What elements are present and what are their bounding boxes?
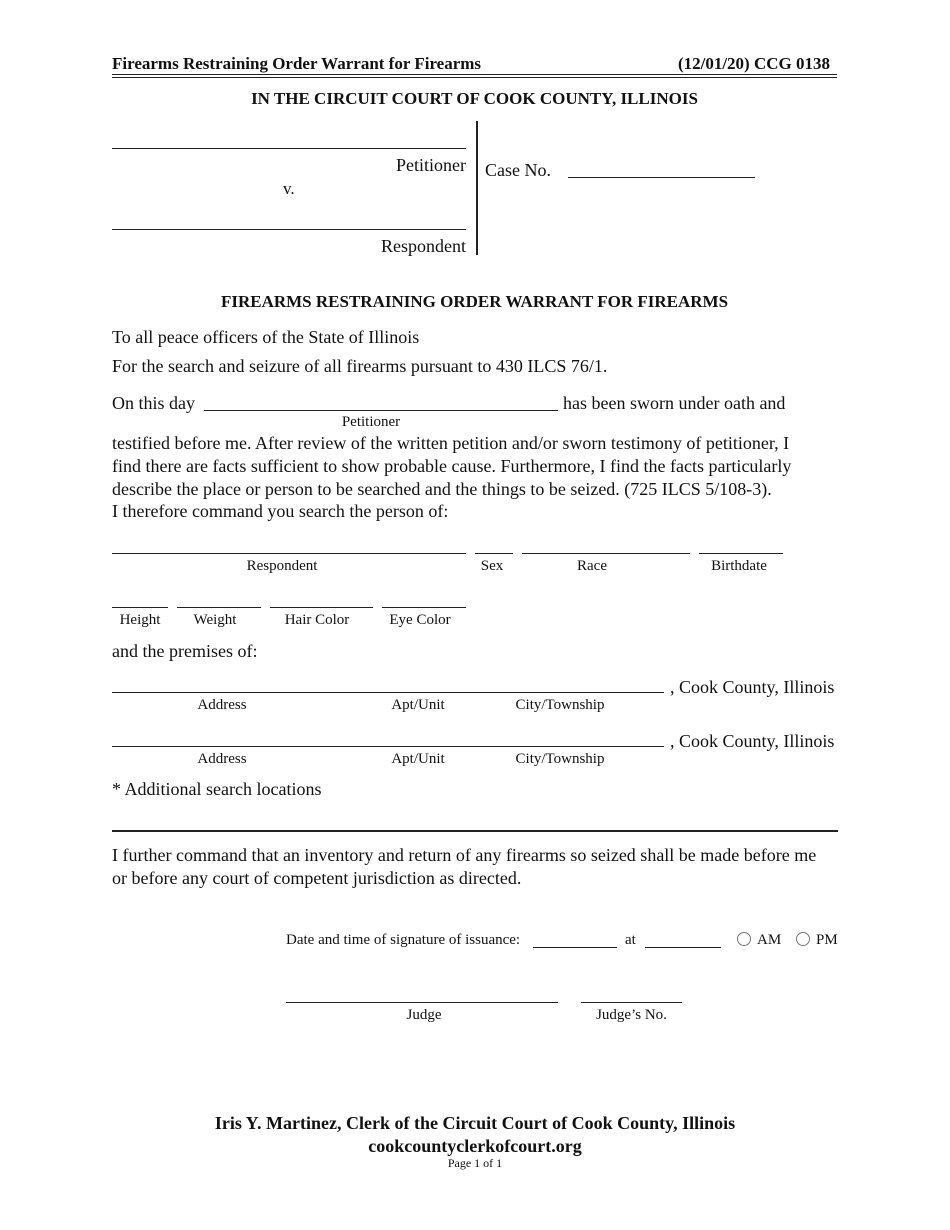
testimony-para-1: testified before me. After review of the written petition and/or sworn testimony of petitioner, I xyxy=(112,433,790,453)
eye-color-field-label: Eye Color xyxy=(389,612,451,628)
race-field-label: Race xyxy=(577,558,607,574)
clerk-name: Iris Y. Martinez, Clerk of the Circuit Court of Cook County, Illinois xyxy=(214,1113,736,1133)
premises-label: and the premises of: xyxy=(112,641,258,661)
clerk-website[interactable]: cookcountyclerkofcourt.org xyxy=(368,1136,582,1156)
petitioner-label: Petitioner xyxy=(396,155,466,175)
height-field-label: Height xyxy=(119,612,161,628)
sex-field-line[interactable] xyxy=(475,553,513,554)
search-seizure-line: For the search and seizure of all firearms pursuant to 430 ILCS 76/1. xyxy=(112,356,608,376)
command-search-line: I therefore command you search the person of: xyxy=(112,501,449,521)
testimony-para-3: describe the place or person to be searched and the things to be seized. (725 ILCS 5/108-3). xyxy=(112,479,772,499)
case-no-label: Case No. xyxy=(485,160,551,180)
am-radio[interactable] xyxy=(737,932,781,949)
issuance-date-field[interactable] xyxy=(533,947,617,948)
court-heading: IN THE CIRCUIT COURT OF COOK COUNTY, ILLINOIS xyxy=(251,89,698,108)
peace-officers-line: To all peace officers of the State of Illinois xyxy=(112,327,420,347)
versus: v. xyxy=(283,179,295,198)
judge-number-label: Judge’s No. xyxy=(596,1007,667,1023)
eye-color-field-line[interactable] xyxy=(382,607,466,608)
birthdate-field-label: Birthdate xyxy=(711,558,767,574)
at-label: at xyxy=(625,932,636,948)
document-title: FIREARMS RESTRAINING ORDER WARRANT FOR FIREARMS xyxy=(220,292,729,311)
sworn-text: has been sworn under oath and xyxy=(563,393,786,413)
judge-signature-line[interactable] xyxy=(286,1002,558,1003)
premises-1-address-label: Address xyxy=(197,697,247,713)
judge-number-line[interactable] xyxy=(581,1002,682,1003)
case-no-line[interactable] xyxy=(568,177,755,178)
form-title: Firearms Restraining Order Warrant for Firearms xyxy=(112,54,482,73)
page-number: Page 1 of 1 xyxy=(447,1156,503,1170)
premises-1-apt-label: Apt/Unit xyxy=(391,697,445,713)
on-this-day-label: On this day xyxy=(112,393,195,413)
caption-divider xyxy=(476,121,478,255)
premises-2-city-label: City/Township xyxy=(515,751,605,767)
inventory-return-2: or before any court of competent jurisdiction as directed. xyxy=(112,868,522,888)
premises-1-cook-county: , Cook County, Illinois xyxy=(670,677,835,697)
race-field-line[interactable] xyxy=(522,553,690,554)
inventory-return-1: I further command that an inventory and return of any firearms so seized shall be made before me xyxy=(112,845,817,865)
respondent-field-line[interactable] xyxy=(112,553,466,554)
am-radio-circle[interactable] xyxy=(737,932,751,946)
pm-label: PM xyxy=(816,932,838,948)
premises-2-address-label: Address xyxy=(197,751,247,767)
header-rule xyxy=(112,74,837,75)
premises-2-address-line[interactable] xyxy=(112,746,664,747)
respondent-label: Respondent xyxy=(381,236,466,256)
birthdate-field-line[interactable] xyxy=(699,553,783,554)
sex-field-label: Sex xyxy=(480,558,504,574)
form-code: (12/01/20) CCG 0138 xyxy=(677,54,830,73)
hair-color-field-label: Hair Color xyxy=(284,612,350,628)
header-rule-double xyxy=(112,77,837,78)
height-field-line[interactable] xyxy=(112,607,168,608)
respondent-field-label: Respondent xyxy=(246,558,318,574)
premises-2-cook-county: , Cook County, Illinois xyxy=(670,731,835,751)
am-label: AM xyxy=(757,932,782,948)
petitioner-sworn-line[interactable] xyxy=(204,410,558,411)
pm-radio-circle[interactable] xyxy=(796,932,810,946)
premises-2-apt-label: Apt/Unit xyxy=(391,751,445,767)
respondent-name-line[interactable] xyxy=(112,229,466,230)
date-time-label: Date and time of signature of issuance: xyxy=(286,932,521,948)
pm-radio[interactable] xyxy=(796,932,838,949)
testimony-para-2: find there are facts sufficient to show probable cause. Furthermore, I find the facts particularly xyxy=(112,456,792,476)
weight-field-line[interactable] xyxy=(177,607,261,608)
petitioner-sublabel: Petitioner xyxy=(341,414,401,430)
weight-field-label: Weight xyxy=(193,612,237,628)
petitioner-name-line[interactable] xyxy=(112,148,466,149)
additional-locations-note: * Additional search locations xyxy=(112,779,322,799)
judge-label: Judge xyxy=(406,1007,442,1023)
issuance-time-field[interactable] xyxy=(645,947,721,948)
section-divider xyxy=(112,830,838,832)
hair-color-field-line[interactable] xyxy=(270,607,373,608)
premises-1-address-line[interactable] xyxy=(112,692,664,693)
premises-1-city-label: City/Township xyxy=(515,697,605,713)
